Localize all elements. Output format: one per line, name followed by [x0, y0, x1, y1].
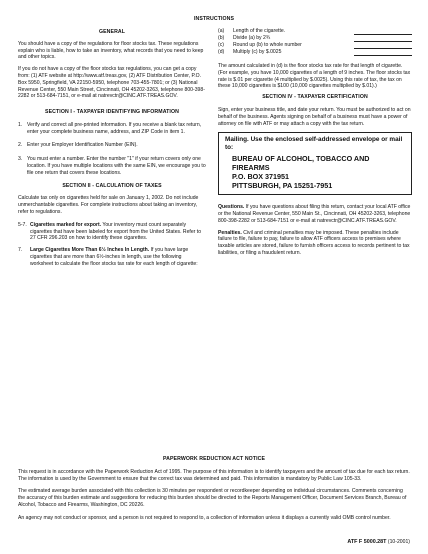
- mailing-title: Mailing. Use the enclosed self-addressed envelope or mail to:: [225, 136, 403, 152]
- page-title: INSTRUCTIONS: [193, 16, 235, 22]
- row-label: (b): [218, 35, 225, 42]
- item-number: 7.: [18, 247, 23, 254]
- item-title: Large Cigarettes More Than 6½ Inches In Length.: [30, 247, 150, 254]
- mailing-address-line-1: BUREAU OF ALCOHOL, TOBACCO AND FIREARMS: [232, 154, 370, 173]
- row-text: Length of the cigarette.: [233, 28, 286, 35]
- row-text: Divide (a) by 2¾: [233, 35, 271, 42]
- mailing-address-line-3: PITTSBURGH, PA 15251-7951: [232, 180, 333, 190]
- answer-line[interactable]: [354, 29, 412, 35]
- questions-paragraph: [218, 204, 412, 224]
- row-text: Round up (b) to whole number: [233, 42, 302, 49]
- row-label: (a): [218, 28, 225, 35]
- general-paragraph-2: If you do not have a copy of the floor stocks tax regulations, you can get a copy from: (1) ATF website at http://www.atf.treas.gov, (2) ATF Distribution Center, P.O. Box 5950, Springfield, VA 22150-5950, telephone 703-455-7801; or (3) National Revenue Center, 550 Main Street, Cincinnati, OH 45202-3263, telephone 800-398-2282 or 513-684-7151, or e-mail at natrevctr@CINC.ATF.TREAS.GOV.: [18, 66, 205, 100]
- general-paragraph-1: You should have a copy of the regulations for floor stocks tax. These regulations explain who is liable, how to take an inventory, what records that you need to keep and other topics.: [18, 40, 204, 61]
- worksheet: [218, 28, 412, 56]
- penalties-title: Penalties.: [218, 229, 242, 236]
- row-text: Multiply (c) by $.0025: [233, 49, 282, 56]
- worksheet-row-b: [218, 35, 412, 42]
- worksheet-row-c: [218, 42, 412, 49]
- questions-text: If you have questions about filing this return, contact your local ATF office or the National Revenue Center, 550 Main St., Cincinnati, OH 45202-3263, telephone 800-398-2282 or 513-684-7151 or e-mail at natrevctr@CINC.ATF.TREAS.GOV.: [218, 204, 411, 224]
- answer-line[interactable]: [354, 36, 412, 42]
- section1-item-1: [18, 122, 206, 136]
- item-text: If you have large cigarettes that are more than 6½-inches in length, use the following worksheet to calculate the floor stocks tax rate for each length of cigarette:: [30, 247, 198, 267]
- section2-item-7: [18, 247, 206, 267]
- right-column: [218, 28, 412, 257]
- item-text: You must enter a number. Enter the number "1" if your return covers only one location. If you have multiple locations with the same EIN, we encourage you to file one return that covers these locations.: [27, 156, 206, 176]
- answer-line[interactable]: [354, 43, 412, 49]
- penalties-paragraph: [218, 230, 412, 257]
- worksheet-row-a: [218, 28, 412, 35]
- worksheet-row-d: [218, 49, 412, 56]
- section4-header: SECTION IV - TAXPAYER CERTIFICATION: [262, 94, 368, 101]
- penalties-text: Civil and criminal penalties may be imposed. These penalties include failure to file, failure to pay, failure to allow ATF officers access to premises where taxable articles are stored, failure to furnish officers access to records pertinent to tax liabilities, or filing a fraudulent return.: [218, 229, 410, 256]
- item-title: Cigarettes marked for export.: [30, 221, 102, 228]
- section2-item-5-7: [18, 222, 206, 242]
- item-text: Enter your Employer Identification Number (EIN).: [27, 142, 138, 149]
- form-edition: (10-2001): [387, 539, 410, 545]
- item-text: Your inventory must count separately cigarettes that have been labeled for export from the United States. Refer to 27 CFR 296.203 on how to identify these cigarettes.: [30, 221, 202, 242]
- section2-header: SECTION II - CALCULATION OF TAXES: [62, 182, 162, 189]
- paperwork-section: [18, 456, 410, 522]
- item-number: 3.: [18, 156, 23, 163]
- general-header: GENERAL: [98, 29, 126, 35]
- item-number: 5-7.: [18, 221, 27, 228]
- row-label: (d): [218, 49, 225, 56]
- form-identifier: [347, 539, 410, 546]
- left-column: [18, 29, 206, 267]
- paperwork-paragraph-3: An agency may not conduct or sponsor, and a person is not required to respond to, a collection of information unless it displays a currently valid OMB control number.: [18, 514, 391, 521]
- section1-header: SECTION I - TAXPAYER IDENTIFYING INFORMATION: [45, 109, 179, 116]
- section1-item-2: [18, 142, 206, 149]
- mailing-box: [218, 132, 412, 195]
- item-number: 1.: [18, 121, 23, 128]
- questions-title: Questions.: [218, 204, 245, 211]
- paperwork-header: PAPERWORK REDUCTION ACT NOTICE: [162, 456, 266, 462]
- section2-intro: Calculate tax only on cigarettes held for sale on January 1, 2002. Do not include unmerchantable cigarettes. For complete instructions about taking an inventory, refer to regulations.: [18, 195, 199, 215]
- item-text: Verify and correct all pre-printed information. If you receive a blank tax return, enter your complete business name, address, and ZIP Code in item 1.: [27, 121, 202, 135]
- item-number: 2.: [18, 142, 23, 149]
- row-label: (c): [218, 42, 224, 49]
- section4-text: Sign, enter your business title, and date your return. You must be authorized to act on behalf of the business. Agents signing on behalf of a business must have a power of attorney on file with ATF or may attach a copy with the tax return.: [218, 106, 411, 127]
- form-number: ATF F 5000.28T: [347, 539, 387, 545]
- worksheet-note: The amount calculated in (d) is the floor stocks tax rate for that length of cigarette. (For example, you have 10,000 cigarettes of a length of 9 inches. The floor stocks tax rate is $.01 per cigarette (4 multiplied by $.0025). Using this rate of tax, the tax on these 10,000 cigarettes is $100 (10,000 cigarettes multiplied by $.01).): [218, 63, 411, 90]
- mailing-address-line-2: P.O. BOX 371951: [232, 171, 290, 181]
- mailing-address: [225, 155, 405, 190]
- section1-item-3: [18, 156, 206, 176]
- paperwork-paragraph-2: The estimated average burden associated with this collection is 30 minutes per respondent or recordkeeper depending on individual circumstances. Comments concerning the accuracy of this burden estimate and suggestions for reducing this burden should be directed to the Reports Management Officer, Document Services Branch, Bureau of Alcohol, Tobacco and Firearms, Washington, DC 20226.: [18, 488, 407, 508]
- answer-line[interactable]: [354, 50, 412, 56]
- paperwork-paragraph-1: This request is in accordance with the Paperwork Reduction Act of 1995. The purpose of this information is to identify taxpayers and the amount of tax due for each tax return. The information is used by the Government to ensure that the correct tax was determined and paid. This information is mandatory by Public Law 105-33.: [18, 468, 410, 482]
